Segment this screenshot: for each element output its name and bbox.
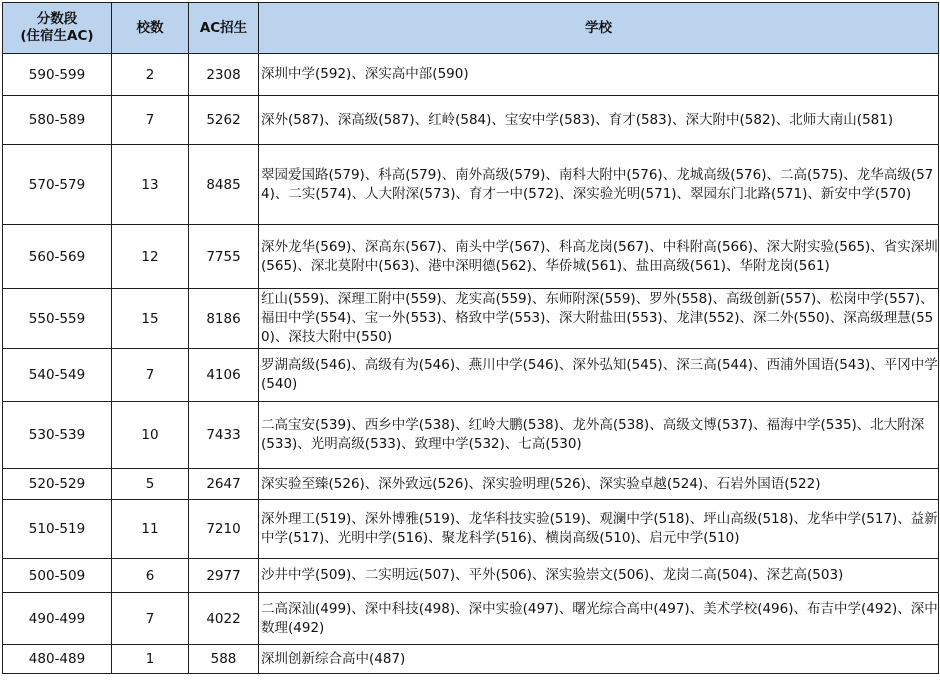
school-count-cell: 2 [112,54,189,96]
header-score-range [3,3,112,54]
ac-enrollment-cell: 5262 [189,96,259,145]
header-school-count: 校数 [112,3,189,54]
ac-enrollment-cell: 2308 [189,54,259,96]
score-range-cell: 510-519 [3,500,112,559]
score-range-cell: 490-499 [3,593,112,645]
school-count-cell: 10 [112,402,189,469]
ac-enrollment-cell: 2977 [189,559,259,593]
school-count-cell: 7 [112,593,189,645]
score-table [2,2,939,674]
school-count-cell: 11 [112,500,189,559]
score-range-cell: 480-489 [3,645,112,674]
score-range-cell: 520-529 [3,469,112,500]
table-row [3,54,939,96]
school-count-cell: 5 [112,469,189,500]
schools-cell: 翠园爱国路(579)、科高(579)、南外高级(579)、南科大附中(576)、龙城高级(576)、二高(575)、龙华高级(574)、二实(574)、人大附深(573)、育才一中(572)、深实验光明(571)、翠园东门北路(571)、新安中学(570) [259,145,939,225]
score-range-cell: 560-569 [3,225,112,289]
table-row [3,349,939,402]
ac-enrollment-cell: 2647 [189,469,259,500]
schools-cell: 罗湖高级(546)、高级有为(546)、燕川中学(546)、深外弘知(545)、深三高(544)、西浦外国语(543)、平冈中学(540) [259,349,939,402]
ac-enrollment-cell: 7433 [189,402,259,469]
score-range-cell: 500-509 [3,559,112,593]
header-score-range-line2: (住宿生AC) [20,28,94,44]
schools-cell: 深实验至臻(526)、深外致远(526)、深实验明理(526)、深实验卓越(524)、石岩外国语(522) [259,469,939,500]
header-row [3,3,939,54]
score-range-cell: 590-599 [3,54,112,96]
schools-cell: 深外龙华(569)、深高东(567)、南头中学(567)、科高龙岗(567)、中科附高(566)、深大附实验(565)、省实深圳(565)、深北莫附中(563)、港中深明德(562)、华侨城(561)、盐田高级(561)、华附龙岗(561) [259,225,939,289]
school-count-cell: 1 [112,645,189,674]
table-row [3,225,939,289]
ac-enrollment-cell: 4022 [189,593,259,645]
schools-cell: 红山(559)、深理工附中(559)、龙实高(559)、东师附深(559)、罗外(558)、高级创新(557)、松岗中学(557)、福田中学(554)、宝一外(553)、格致中学(553)、深大附盐田(553)、龙津(552)、深二外(550)、深高级理慧(550)、深技大附中(550) [259,289,939,349]
score-range-cell: 550-559 [3,289,112,349]
table-row [3,645,939,674]
schools-cell: 深外理工(519)、深外博雅(519)、龙华科技实验(519)、观澜中学(518)、坪山高级(518)、龙华中学(517)、益新中学(517)、光明中学(516)、聚龙科学(516)、横岗高级(510)、启元中学(510) [259,500,939,559]
schools-cell: 深圳创新综合高中(487) [259,645,939,674]
header-score-range-line1: 分数段 [36,11,78,27]
ac-enrollment-cell: 7755 [189,225,259,289]
score-range-cell: 540-549 [3,349,112,402]
table-row [3,402,939,469]
score-range-cell: 580-589 [3,96,112,145]
schools-cell: 深圳中学(592)、深实高中部(590) [259,54,939,96]
schools-cell: 深外(587)、深高级(587)、红岭(584)、宝安中学(583)、育才(583)、深大附中(582)、北师大南山(581) [259,96,939,145]
table-row [3,289,939,349]
school-count-cell: 7 [112,96,189,145]
table-row [3,593,939,645]
score-table-wrapper [2,2,939,674]
school-count-cell: 13 [112,145,189,225]
table-row [3,469,939,500]
ac-enrollment-cell: 588 [189,645,259,674]
school-count-cell: 6 [112,559,189,593]
table-row [3,559,939,593]
ac-enrollment-cell: 8186 [189,289,259,349]
ac-enrollment-cell: 4106 [189,349,259,402]
table-row [3,145,939,225]
schools-cell: 沙井中学(509)、二实明远(507)、平外(506)、深实验崇文(506)、龙岗二高(504)、深艺高(503) [259,559,939,593]
table-row [3,500,939,559]
schools-cell: 二高宝安(539)、西乡中学(538)、红岭大鹏(538)、龙外高(538)、高级文博(537)、福海中学(535)、北大附深(533)、光明高级(533)、致理中学(532)、七高(530) [259,402,939,469]
score-range-cell: 530-539 [3,402,112,469]
school-count-cell: 15 [112,289,189,349]
ac-enrollment-cell: 8485 [189,145,259,225]
ac-enrollment-cell: 7210 [189,500,259,559]
header-schools: 学校 [259,3,939,54]
school-count-cell: 12 [112,225,189,289]
score-range-cell: 570-579 [3,145,112,225]
schools-cell: 二高深汕(499)、深中科技(498)、深中实验(497)、曙光综合高中(497)、美术学校(496)、布吉中学(492)、深中数理(492) [259,593,939,645]
header-ac-enrollment: AC招生 [189,3,259,54]
table-row [3,96,939,145]
school-count-cell: 7 [112,349,189,402]
